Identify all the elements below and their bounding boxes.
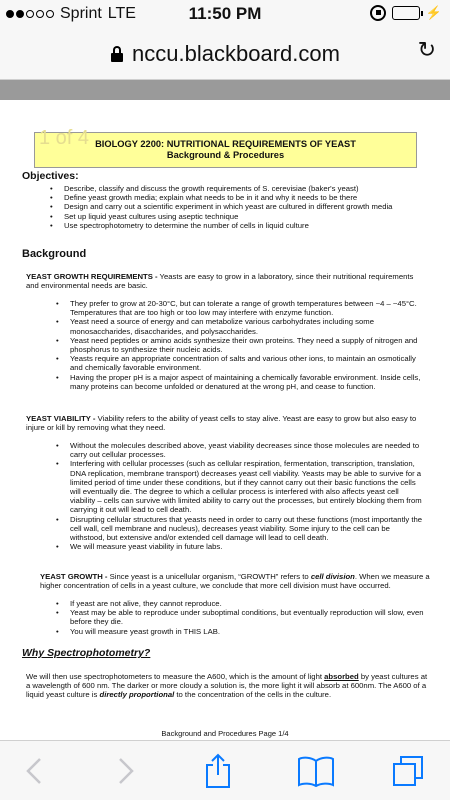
tabs-icon xyxy=(392,755,424,787)
list-item: • If yeast are not alive, they cannot reproduce. xyxy=(54,599,424,608)
clock: 11:50 PM xyxy=(188,4,262,23)
list-item: • Yeast need a source of energy and can metabolize various carbohydrates including some monosaccharides, disaccharides, and polysaccharides. xyxy=(54,317,424,335)
growth-list xyxy=(54,599,424,636)
chevron-right-icon xyxy=(117,757,135,785)
list-item: • Disrupting cellular structures that yeasts need in order to carry out these functions (most importantly the cell wall, cell membrane and nucleus), decreases yeast viability. Some injury to the cell can be withstood, but extensive and/or extended cell damage will lead to cell death. xyxy=(54,515,424,543)
forward-button[interactable] xyxy=(106,753,146,789)
list-item: • Define yeast growth media; explain what needs to be in it and why it needs to be there xyxy=(48,193,438,202)
viability-list xyxy=(54,441,424,551)
book-icon xyxy=(297,755,335,787)
chevron-left-icon xyxy=(25,757,43,785)
share-button[interactable] xyxy=(198,753,238,789)
growth-requirements-intro: YEAST GROWTH REQUIREMENTS - Yeasts are easy to grow in a laboratory, since their nutritional requirements and environmental needs are basic. xyxy=(26,272,414,291)
battery-icon xyxy=(392,6,420,20)
page-watermark: 1 of 4 xyxy=(39,127,90,149)
list-item: • Design and carry out a scientific experiment in which yeast are cultured in different growth media xyxy=(48,202,438,211)
list-item: • You will measure yeast growth in THIS LAB. xyxy=(54,627,424,636)
list-item: • Yeast need peptides or amino acids synthesize their own proteins. They need a supply of nitrogen and phosphorus to synthesize their nucleic acids. xyxy=(54,336,424,354)
growth-intro: YEAST GROWTH - Since yeast is a unicellular organism, “GROWTH” refers to cell division. When we measure a higher concentration of cells in a yeast culture, we conclude that more cell division must have occurred. xyxy=(40,572,430,591)
carrier-name: Sprint xyxy=(60,5,102,22)
bookmarks-button[interactable] xyxy=(296,753,336,789)
url-text: nccu.blackboard.com xyxy=(132,41,340,66)
growth-requirements-list xyxy=(54,299,424,391)
objectives-heading: Objectives: xyxy=(22,170,79,182)
list-item: • We will measure yeast viability in future labs. xyxy=(54,542,424,551)
list-item: • Interfering with cellular processes (such as cellular respiration, fermentation, transcription, translation, DNA replication, membrane transport) decreases yeast cell viability. Yeasts may be able to survive for a limited period of time under these conditions, but if they cannot carry out their basic functions the cells will eventually die. The degree to which a cellular process is interfered with also affects yeast cell viability – cells can survive with limited ability to carry out the processes, but entirely blocking them from carrying it out will lead to cell death. xyxy=(54,459,424,514)
browser-toolbar xyxy=(0,740,450,800)
list-item: • Yeast may be able to reproduce under suboptimal conditions, but eventually reproduction will slow, even before they die. xyxy=(54,608,424,626)
charging-icon: ⚡ xyxy=(425,5,442,20)
url-field[interactable] xyxy=(8,34,442,74)
network-type: LTE xyxy=(107,5,136,22)
list-item: • Having the proper pH is a major aspect of maintaining a chemically favorable environment. Inside cells, many proteins can become unfolded or denatured at the wrong pH, and cease to function. xyxy=(54,373,424,391)
share-icon xyxy=(204,753,232,789)
status-bar xyxy=(0,0,450,28)
list-item: • Without the molecules described above, yeast viability decreases since those molecules are needed to carry out cellular processes. xyxy=(54,441,424,459)
back-button[interactable] xyxy=(14,753,54,789)
reload-icon[interactable]: ↻ xyxy=(417,37,436,62)
rotation-lock-icon xyxy=(370,5,386,21)
spectro-heading: Why Spectrophotometry? xyxy=(22,647,151,659)
list-item: • Use spectrophotometry to determine the number of cells in liquid culture xyxy=(48,221,438,230)
list-item: • Yeasts require an appropriate concentration of salts and various other ions, to maintain an osmotically and chemically favorable environment. xyxy=(54,354,424,372)
lock-icon xyxy=(110,46,124,62)
background-heading: Background xyxy=(22,248,87,260)
list-item: • Set up liquid yeast cultures using aseptic technique xyxy=(48,212,438,221)
page-gap xyxy=(0,80,450,100)
list-item: • They prefer to grow at 20-30°C, but can tolerate a range of growth temperatures between ~4 – ~45°C. Temperatures that are too high or too low may interfere with enzyme function. xyxy=(54,299,424,317)
page-footer: Background and Procedures Page 1/4 xyxy=(161,729,289,738)
status-right xyxy=(370,5,442,21)
list-item: • Describe, classify and discuss the growth requirements of S. cerevisiae (baker's yeast) xyxy=(48,184,438,193)
tabs-button[interactable] xyxy=(388,753,428,789)
viability-intro: YEAST VIABILITY - Viability refers to the ability of yeast cells to stay alive. Yeast are easy to grow but also easy to injure or kill by removing what they need. xyxy=(26,414,417,433)
doc-title: BIOLOGY 2200: NUTRITIONAL REQUIREMENTS OF YEAST xyxy=(95,139,356,149)
objectives-list xyxy=(48,184,438,230)
title-box xyxy=(34,127,417,168)
spectro-paragraph: We will then use spectrophotometers to measure the A600, which is the amount of light absorbed by yeast cultures at a wavelength of 600 nm. The darker or more cloudy a solution is, the more light it will absorb at 600nm. The A600 of a liquid yeast culture is directly proportional to the concentration of the cells in the culture. xyxy=(26,672,428,700)
document-page xyxy=(0,100,450,740)
address-bar xyxy=(0,28,450,80)
doc-subtitle: Background & Procedures xyxy=(166,150,285,160)
